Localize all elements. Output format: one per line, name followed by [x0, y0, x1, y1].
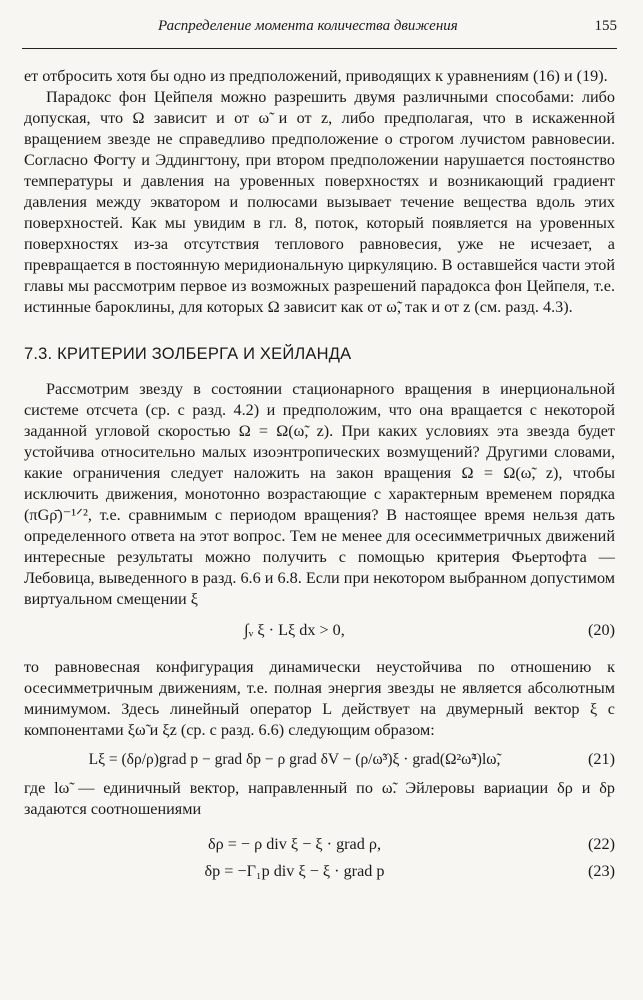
header-rule — [22, 48, 617, 49]
paragraph-1: ет отбросить хотя бы одно из предположений, приводящих к уравнениям (16) и (19). — [24, 67, 608, 85]
equation-20-body: ∫ᵥ ξ · Lξ dx > 0, — [244, 621, 345, 639]
equation-20-number: (20) — [588, 621, 615, 639]
equation-20 — [24, 620, 615, 641]
equation-23 — [24, 861, 615, 882]
equation-22 — [24, 834, 615, 855]
paragraph-3: Рассмотрим звезду в состоянии стационарного вращения в инерциональной системе отсчета (ср. с разд. 4.2) и предположим, что она вращается с некоторой заданной угловой скоростью Ω = Ω(ω̃, z). При каких условиях эта звезда будет устойчива относительно малых изоэнтропических возмущений? Другими словами, какие ограничения следует наложить на закон вращения Ω = Ω(ω̃, z), чтобы исключить движения, монотонно возрастающие с характерным временем порядка (πGρ̄)⁻¹ᐟ², т.е. сравнимым с периодом вращения? В настоящее время нельзя дать определенного ответа на этот вопрос. Тем не менее для осесимметричных движений интересные результаты можно получить с помощью критерия Фьертофта — Лебовица, выведенного в разд. 6.6 и 6.8. Если при некотором выбранном допустимом виртуальном смещении ξ — [24, 380, 615, 608]
paragraph-5: где lω̃ — единичный вектор, направленный по ω̃. Эйлеровы вариации δρ и δp задаются соотношениями — [24, 779, 615, 818]
page-body — [24, 66, 615, 898]
paragraph-4: то равновесная конфигурация динамически неустойчива по отношению к осесимметричным движениям, т.е. полная энергия звезды не является абсолютным минимумом. Здесь линейный оператор L действует на двумерный вектор ξ с компонентами ξω̃ и ξz (ср. с разд. 6.6) следующим образом: — [24, 658, 615, 739]
equation-21-number: (21) — [588, 750, 615, 768]
equation-23-body: δp = −Γ₁p div ξ − ξ · grad p — [204, 862, 385, 880]
equation-21 — [24, 749, 615, 770]
running-title: Распределение момента количества движения — [158, 18, 458, 34]
equation-23-number: (23) — [588, 862, 615, 880]
running-header — [22, 18, 617, 42]
equation-22-body: δρ = − ρ div ξ − ξ · grad ρ, — [207, 835, 382, 853]
equation-22-number: (22) — [588, 835, 615, 853]
section-heading: 7.3. КРИТЕРИИ ЗОЛБЕРГА И ХЕЙЛАНДА — [24, 345, 352, 363]
paragraph-2: Парадокс фон Цейпеля можно разрешить двумя различными способами: либо допуская, что Ω зависит и от ω̃ и от z, либо предполагая, что в искаженной вращением звезде не справедливо предположение о строгом лучистом равновесии. Согласно Фогту и Эддингтону, при втором предположении нарушается постоянство температуры и давления на уровенных поверхностях и возникающий градиент давления между экватором и полюсами вызывает течение вещества вдоль этих поверхностей. Как мы увидим в гл. 8, поток, который появляется на уровенных поверхностях из-за отсутствия теплового равновесия, уже не исчезает, а превращается в постоянную меридиональную циркуляцию. В оставшейся части этой главы мы рассмотрим первое из возможных разрешений парадокса фон Цейпеля, т.е. истинные бароклины, для которых Ω зависит как от ω̃, так и от z (см. разд. 4.3). — [24, 88, 615, 316]
page-number: 155 — [594, 18, 617, 34]
equation-21-body: Lξ = (δρ/ρ)grad p − grad δp − ρ grad δV − (ρ/ω̃³)ξ · grad(Ω²ω̃⁴)lω̃, — [88, 751, 501, 768]
